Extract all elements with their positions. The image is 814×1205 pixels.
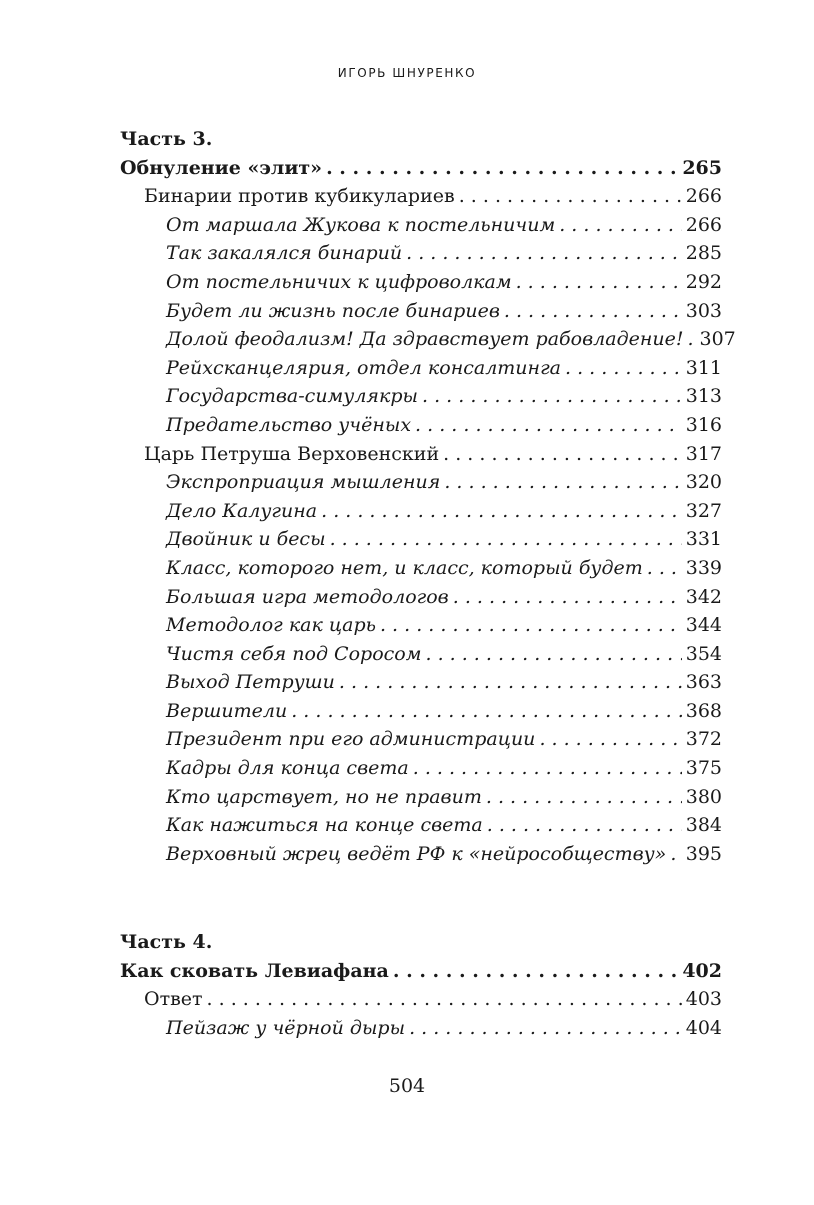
dot-leader bbox=[326, 154, 678, 183]
page-number: 404 bbox=[685, 1016, 722, 1039]
toc-part-3 bbox=[120, 125, 736, 868]
page-number: 339 bbox=[685, 556, 722, 579]
toc-entry bbox=[120, 354, 722, 383]
page-number: 331 bbox=[685, 528, 722, 551]
toc-entry bbox=[120, 554, 722, 583]
toc-entry bbox=[120, 268, 722, 297]
entry-title: Государства-симулякры bbox=[166, 385, 418, 408]
dot-leader bbox=[393, 957, 678, 986]
toc-entry bbox=[120, 382, 722, 411]
page-number: 303 bbox=[685, 299, 722, 322]
entry-title: Чистя себя под Соросом bbox=[166, 642, 422, 665]
page-number: 363 bbox=[685, 671, 722, 694]
entry-title: Обнуление «элит» bbox=[120, 156, 323, 179]
dot-leader bbox=[459, 182, 682, 211]
dot-leader bbox=[413, 754, 682, 783]
page-number: 317 bbox=[685, 442, 722, 465]
dot-leader bbox=[422, 382, 682, 411]
dot-leader bbox=[647, 554, 682, 583]
page-folio: 504 bbox=[388, 1075, 426, 1097]
dot-leader bbox=[443, 440, 682, 469]
page-number: 327 bbox=[685, 499, 722, 522]
toc-entry bbox=[120, 783, 722, 812]
page-number: 380 bbox=[685, 785, 722, 808]
page-number: 375 bbox=[685, 757, 722, 780]
page-number: 368 bbox=[685, 699, 722, 722]
page-number: 292 bbox=[685, 270, 722, 293]
dot-leader bbox=[425, 640, 681, 669]
dot-leader bbox=[339, 668, 682, 697]
toc-entry bbox=[120, 325, 736, 354]
entry-title: Экспроприация мышления bbox=[166, 471, 441, 494]
part-label: Часть 3. bbox=[120, 128, 213, 150]
dot-leader bbox=[380, 611, 682, 640]
toc-entry bbox=[120, 957, 722, 986]
dot-leader bbox=[670, 840, 681, 869]
page-number: 285 bbox=[685, 242, 722, 265]
toc-entry bbox=[120, 583, 722, 612]
toc-entry bbox=[120, 697, 722, 726]
dot-leader bbox=[409, 1014, 682, 1043]
toc-entry bbox=[120, 297, 722, 326]
page-number: 384 bbox=[685, 814, 722, 837]
toc-entry bbox=[120, 754, 722, 783]
toc-entry bbox=[120, 211, 722, 240]
dot-leader bbox=[406, 239, 682, 268]
entry-title: Царь Петруша Верховенский bbox=[144, 442, 440, 465]
toc-entry bbox=[120, 525, 722, 554]
dot-leader bbox=[687, 325, 695, 354]
entry-title: От маршала Жукова к постельничим bbox=[166, 213, 556, 236]
dot-leader bbox=[291, 697, 682, 726]
dot-leader bbox=[487, 811, 682, 840]
page-number: 311 bbox=[685, 356, 722, 379]
toc-entry bbox=[120, 154, 722, 183]
entry-title: Как сковать Левиафана bbox=[120, 959, 389, 982]
toc-entry bbox=[120, 985, 722, 1014]
dot-leader bbox=[486, 783, 682, 812]
toc-entry bbox=[120, 182, 722, 211]
page-number: 265 bbox=[682, 156, 722, 179]
entry-title: Двойник и бесы bbox=[166, 528, 326, 551]
dot-leader bbox=[559, 211, 682, 240]
toc-entry bbox=[120, 440, 722, 469]
entry-title: Пейзаж у чёрной дыры bbox=[166, 1016, 406, 1039]
page-number: 402 bbox=[682, 959, 722, 982]
entry-title: Будет ли жизнь после бинариев bbox=[166, 299, 500, 322]
entry-title: Так закалялся бинарий bbox=[166, 242, 403, 265]
entry-title: Как нажиться на конце света bbox=[166, 814, 483, 837]
dot-leader bbox=[321, 497, 682, 526]
toc-entry bbox=[120, 668, 722, 697]
page-number: 403 bbox=[685, 988, 722, 1011]
dot-leader bbox=[415, 411, 682, 440]
entry-title: Рейхсканцелярия, отдел консалтинга bbox=[166, 356, 561, 379]
toc-entry bbox=[120, 497, 722, 526]
running-head: ИГОРЬ ШНУРЕНКО bbox=[337, 66, 477, 80]
page-number: 320 bbox=[685, 471, 722, 494]
page-number: 316 bbox=[685, 413, 722, 436]
dot-leader bbox=[565, 354, 682, 383]
entry-title: Президент при его администрации bbox=[166, 728, 536, 751]
dot-leader bbox=[207, 985, 682, 1014]
page-number: 354 bbox=[685, 642, 722, 665]
entry-title: Кто царствует, но не правит bbox=[166, 785, 482, 808]
part-label: Часть 4. bbox=[120, 931, 213, 953]
entry-title: Дело Калугина bbox=[166, 499, 318, 522]
dot-leader bbox=[444, 468, 681, 497]
toc-entry bbox=[120, 611, 722, 640]
entry-title: От постельничих к цифроволкам bbox=[166, 270, 512, 293]
page-number: 313 bbox=[685, 385, 722, 408]
toc-entry bbox=[120, 468, 722, 497]
entry-title: Бинарии против кубикулариев bbox=[144, 185, 455, 208]
entry-title: Методолог как царь bbox=[166, 614, 376, 637]
entry-title: Предательство учёных bbox=[166, 413, 412, 436]
dot-leader bbox=[516, 268, 682, 297]
entry-title: Выход Петруши bbox=[166, 671, 335, 694]
toc-entry bbox=[120, 1014, 722, 1043]
toc-part-4 bbox=[120, 928, 722, 1042]
page-number: 266 bbox=[685, 185, 722, 208]
dot-leader bbox=[330, 525, 682, 554]
toc-entry bbox=[120, 840, 722, 869]
page-number: 395 bbox=[685, 842, 722, 865]
entry-title: Долой феодализм! Да здравствует рабовладение! bbox=[166, 328, 684, 351]
entry-title: Кадры для конца света bbox=[166, 757, 409, 780]
dot-leader bbox=[504, 297, 682, 326]
page-number: 342 bbox=[685, 585, 722, 608]
toc-entry bbox=[120, 411, 722, 440]
toc-entry bbox=[120, 640, 722, 669]
toc-entry bbox=[120, 239, 722, 268]
dot-leader bbox=[539, 725, 681, 754]
toc-entry bbox=[120, 725, 722, 754]
page-number: 266 bbox=[685, 213, 722, 236]
entry-title: Вершители bbox=[166, 699, 288, 722]
page-number: 307 bbox=[699, 328, 736, 351]
entry-title: Ответ bbox=[144, 988, 203, 1011]
dot-leader bbox=[453, 583, 682, 612]
entry-title: Большая игра методологов bbox=[166, 585, 449, 608]
page-number: 372 bbox=[685, 728, 722, 751]
entry-title: Верховный жрец ведёт РФ к «нейрособществу» bbox=[166, 842, 667, 865]
page-number: 344 bbox=[685, 614, 722, 637]
toc-entry bbox=[120, 811, 722, 840]
entry-title: Класс, которого нет, и класс, который будет bbox=[166, 556, 643, 579]
